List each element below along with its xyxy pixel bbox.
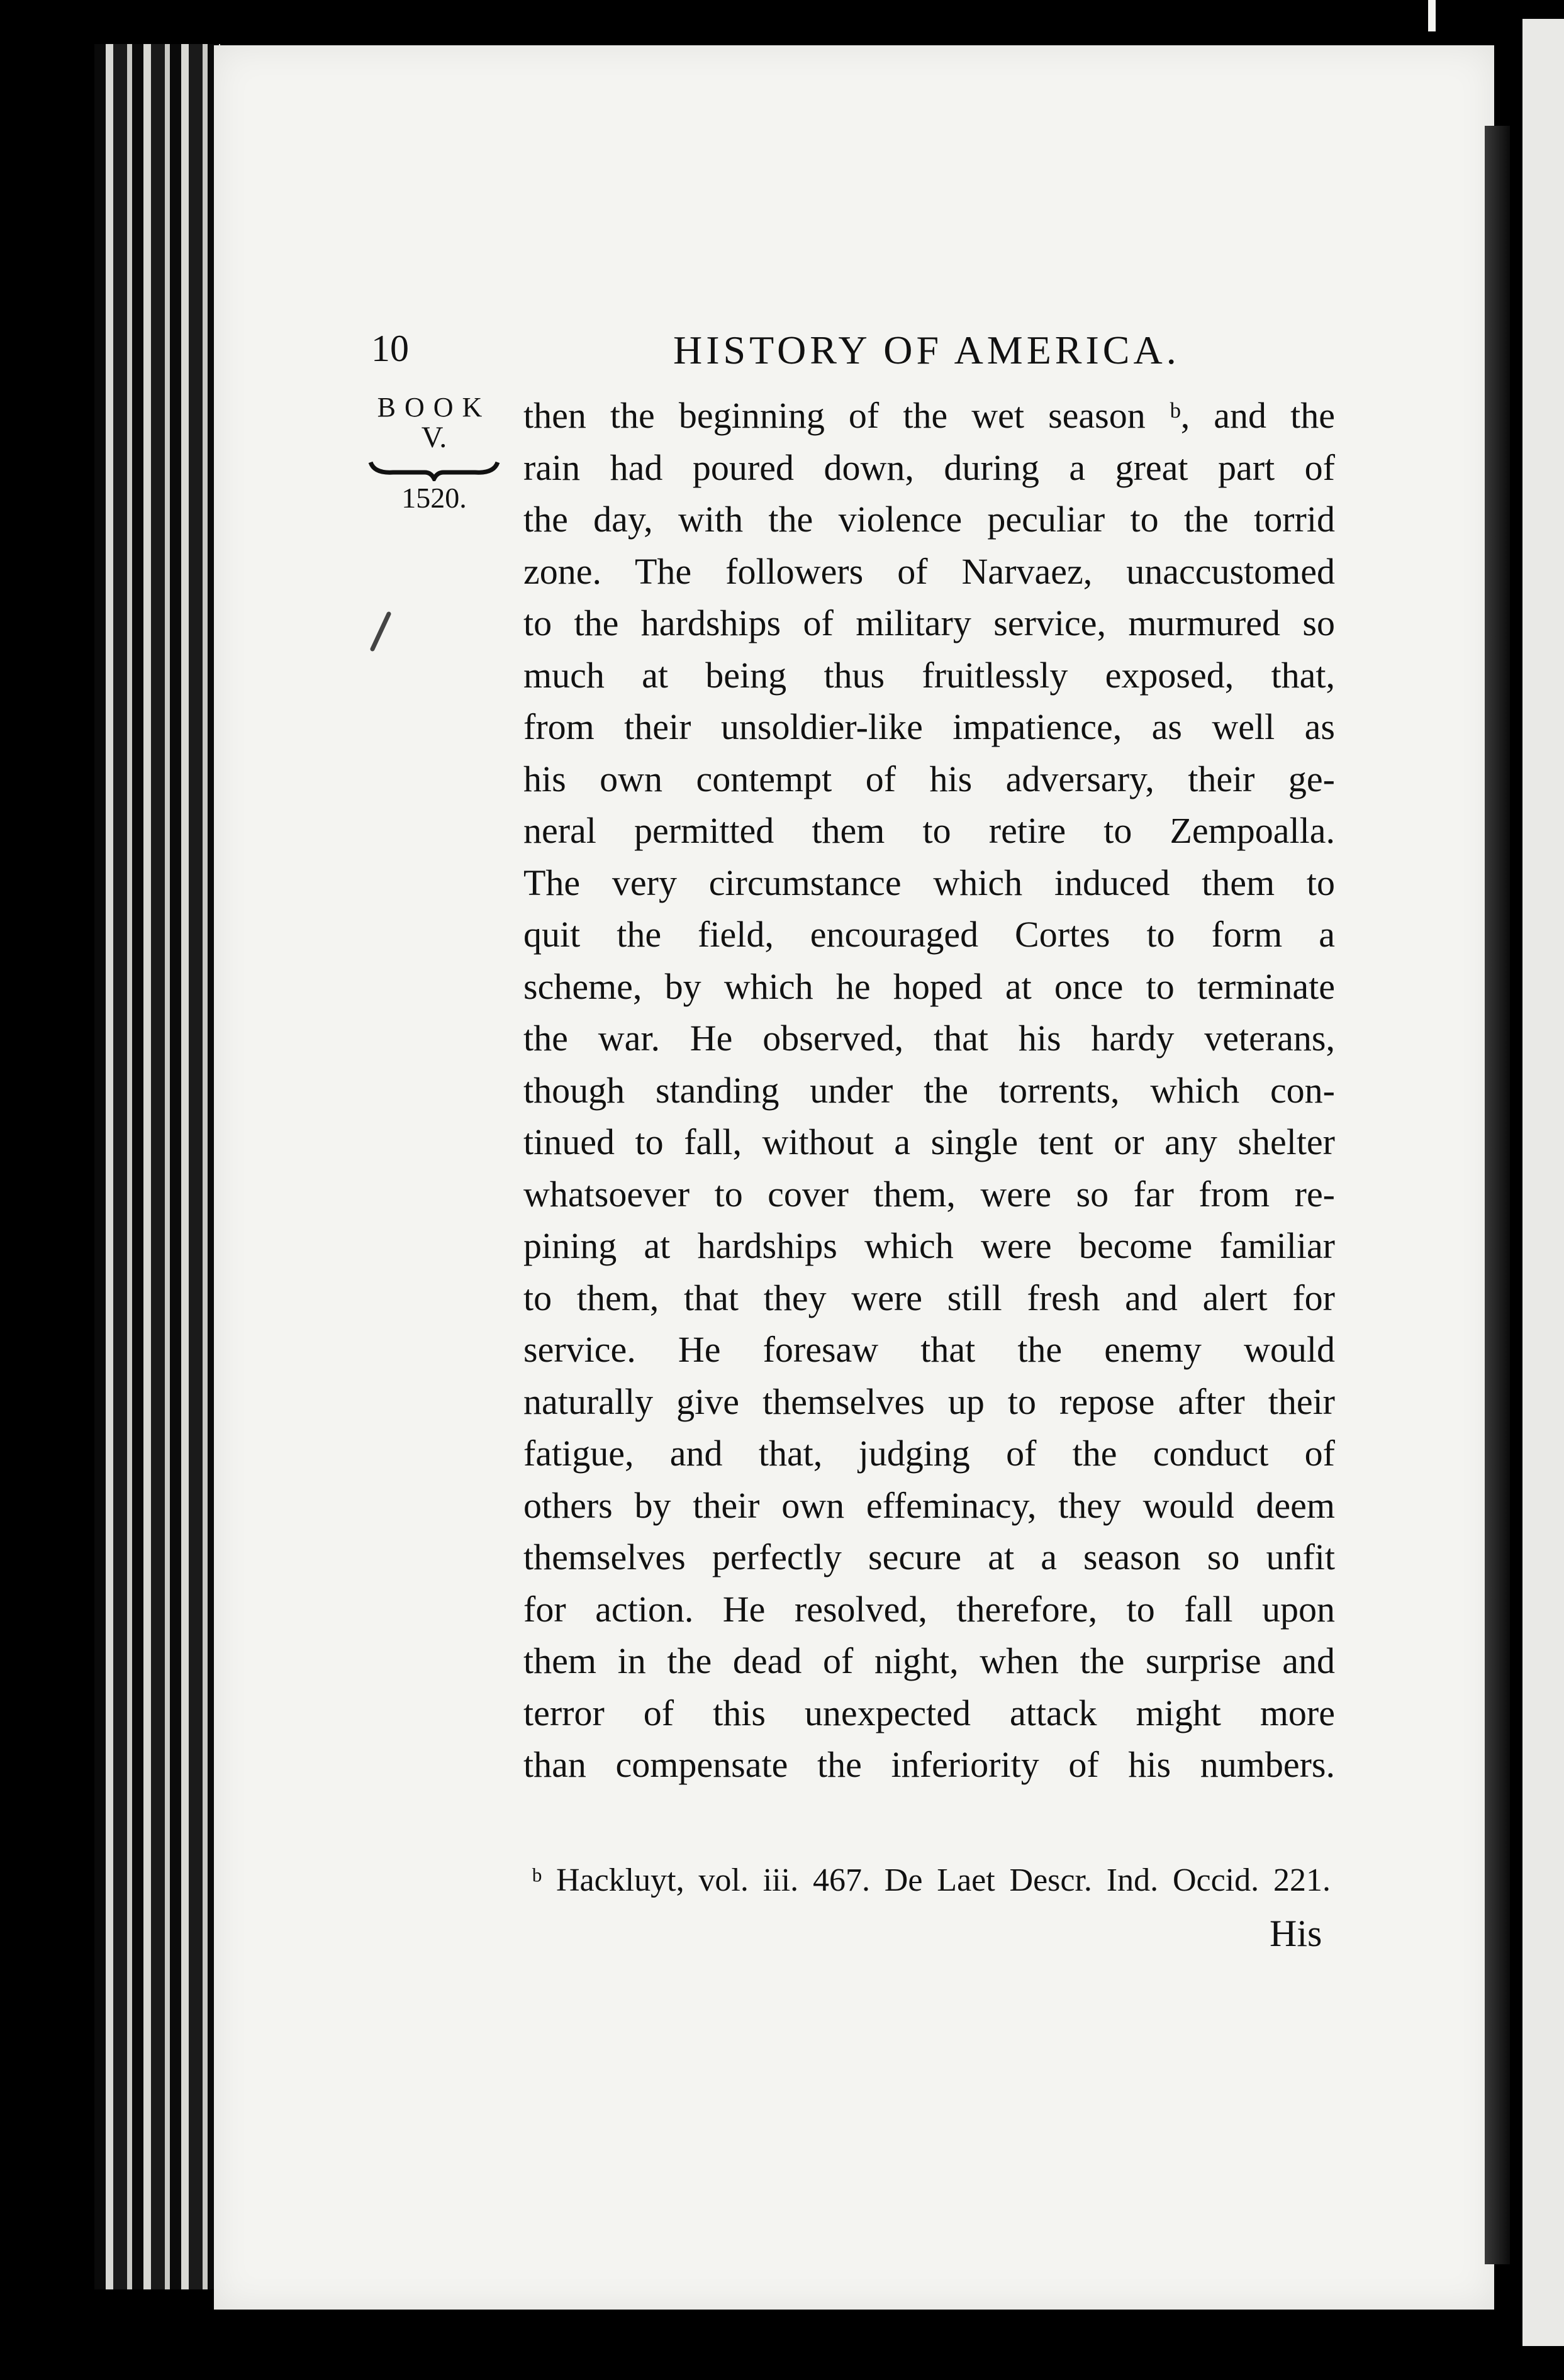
page-number: 10 bbox=[371, 328, 409, 369]
margin-book-label: BOOK bbox=[377, 392, 491, 423]
text-line: rain had poured down, during a great part of bbox=[523, 447, 1335, 488]
text-line: quit the field, encouraged Cortes to form a bbox=[523, 914, 1335, 955]
text-line: whatsoever to cover them, were so far from re- bbox=[523, 1173, 1335, 1215]
text-line: others by their own effeminacy, they would deem bbox=[523, 1484, 1335, 1526]
text-line: naturally give themselves up to repose after their bbox=[523, 1381, 1335, 1422]
text-line: zone. The followers of Narvaez, unaccustomed bbox=[523, 550, 1335, 592]
margin-note bbox=[359, 393, 510, 514]
text-line: neral permitted them to retire to Zempoalla. bbox=[523, 810, 1335, 851]
margin-volume: V. bbox=[421, 421, 447, 454]
text-line: fatigue, and that, judging of the conduct of bbox=[523, 1433, 1335, 1474]
text-line: though standing under the torrents, which con- bbox=[523, 1069, 1335, 1111]
text-line: the day, with the violence peculiar to the torrid bbox=[523, 499, 1335, 540]
adjacent-page-edge bbox=[1522, 19, 1564, 2346]
text-line: them in the dead of night, when the surprise and bbox=[523, 1640, 1335, 1681]
footnote: ᵇ Hackluyt, vol. iii. 467. De Laet Descr. Ind. Occid. 221. bbox=[532, 1862, 1331, 1898]
scan-mark bbox=[1428, 0, 1436, 31]
text-line: to the hardships of military service, murmured so bbox=[523, 603, 1335, 643]
brace-ornament bbox=[368, 456, 500, 481]
text-line: the war. He observed, that his hardy veterans, bbox=[523, 1018, 1335, 1059]
body-text bbox=[523, 390, 1335, 1791]
page-edges-left bbox=[94, 44, 220, 2289]
gutter-shadow bbox=[1485, 126, 1510, 2264]
running-head: HISTORY OF AMERICA. bbox=[673, 328, 1180, 372]
text-line: service. He foresaw that the enemy would bbox=[523, 1329, 1335, 1370]
pencil-mark bbox=[365, 610, 396, 654]
text-line: his own contempt of his adversary, their ge- bbox=[523, 758, 1335, 799]
text-line: themselves perfectly secure at a season so unfit bbox=[523, 1537, 1335, 1577]
text-line: terror of this unexpected attack might more bbox=[523, 1692, 1335, 1733]
text-line: The very circumstance which induced them to bbox=[523, 862, 1335, 903]
margin-year: 1520. bbox=[401, 482, 467, 514]
text-line: than compensate the inferiority of his numbers. bbox=[523, 1744, 1335, 1785]
text-line: tinued to fall, without a single tent or any shelter bbox=[523, 1121, 1335, 1162]
text-line: for action. He resolved, therefore, to fall upon bbox=[523, 1588, 1335, 1630]
catchword: His bbox=[1270, 1913, 1322, 1954]
text-line: then the beginning of the wet season ᵇ, and the bbox=[523, 395, 1335, 436]
text-line: much at being thus fruitlessly exposed, that, bbox=[523, 654, 1335, 696]
text-line: to them, that they were still fresh and alert for bbox=[523, 1277, 1335, 1318]
text-line: pining at hardships which were become familiar bbox=[523, 1225, 1335, 1266]
text-line: from their unsoldier-like impatience, as well as bbox=[523, 706, 1335, 747]
text-line: scheme, by which he hoped at once to terminate bbox=[523, 965, 1335, 1007]
